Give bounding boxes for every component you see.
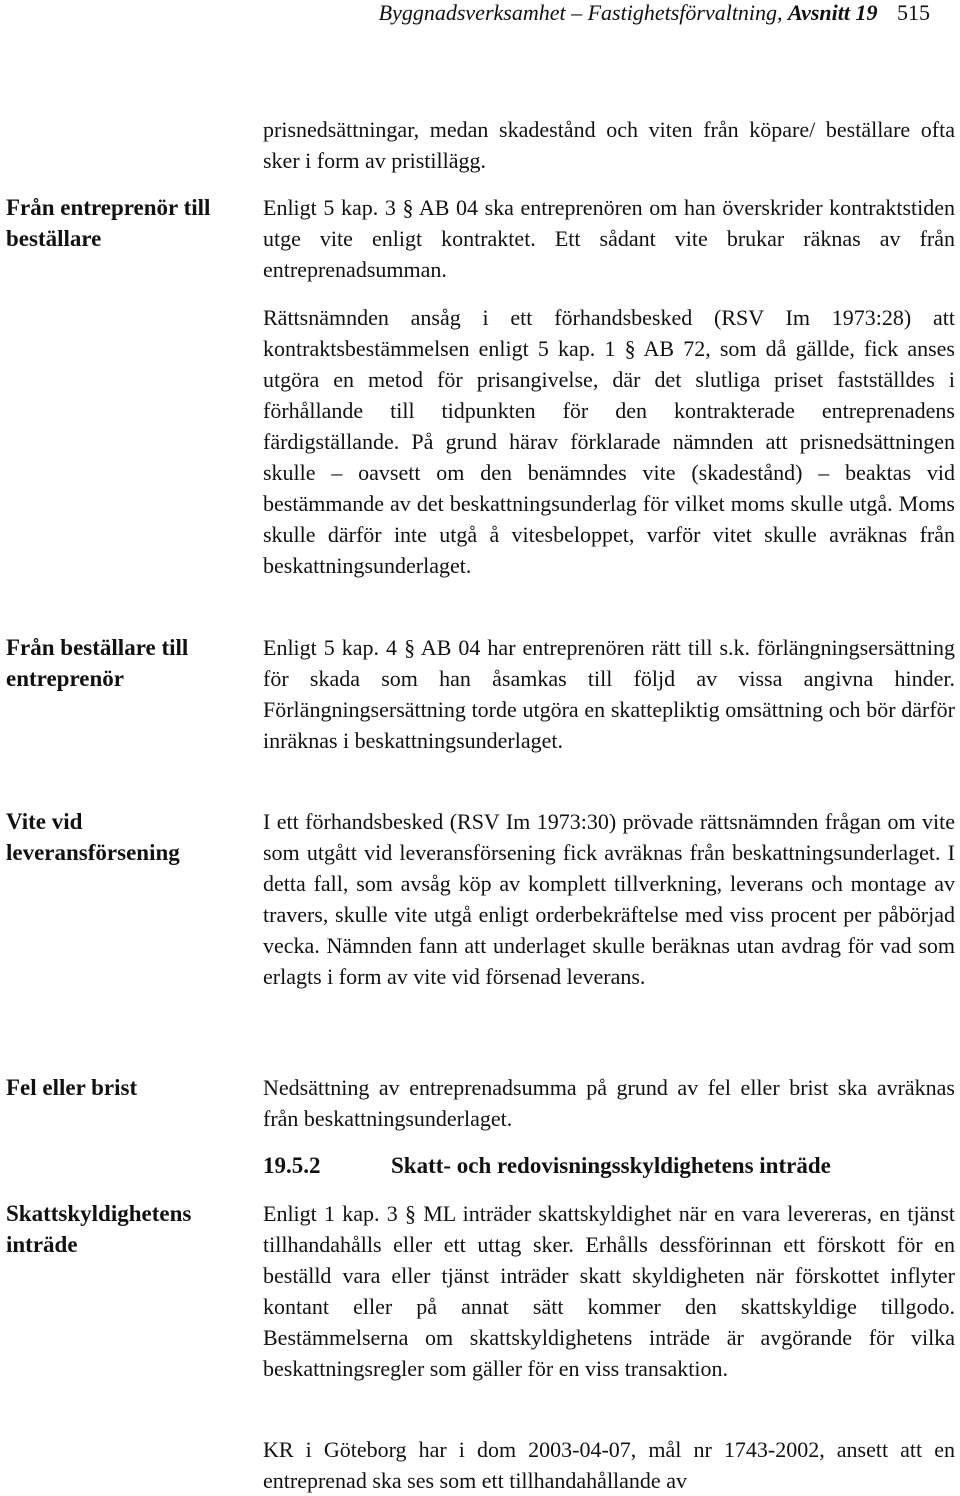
page-number: 515 [897, 0, 930, 25]
running-header [379, 0, 930, 26]
margin-note-tax-liability [6, 1198, 192, 1260]
paragraph-2: Enligt 5 kap. 3 § AB 04 ska entreprenören om han överskrider kontraktstiden utge vite enligt kontraktet. Ett sådant vite brukar räknas av från entreprenadsumman. [263, 195, 955, 282]
margin-note-text: Fel eller brist [6, 1075, 138, 1100]
margin-note-text: Vite vid leveransförsening [6, 809, 180, 865]
margin-note-from-client [6, 632, 236, 694]
section-number: 19.5.2 [263, 1153, 321, 1178]
header-title: Byggnadsverksamhet – Fastighetsförvaltning, [378, 0, 783, 25]
paragraph-4: Enligt 5 kap. 4 § AB 04 har entreprenören rätt till s.k. förlängningsersättning för skada som han åsamkas till följd av vissa angivna hinder. Förlängningsersättning torde utgöra en skattepliktig omsättning och bör därför inräknas i beskattningsunderlaget. [263, 635, 955, 753]
margin-note-from-contractor [6, 192, 236, 254]
margin-note-text: Skattskyldighetens inträde [6, 1201, 192, 1257]
margin-note-delivery-delay [6, 806, 221, 868]
section-heading [263, 1150, 955, 1181]
paragraph-8: KR i Göteborg har i dom 2003-04-07, mål nr 1743-2002, ansett att en entreprenad ska ses som ett tillhandahållande av [263, 1437, 955, 1493]
header-section: Avsnitt 19 [788, 0, 878, 25]
paragraph-6: Nedsättning av entreprenadsumma på grund av fel eller brist ska avräknas från beskattningsunderlaget. [263, 1075, 955, 1131]
paragraph-5: I ett förhandsbesked (RSV Im 1973:30) prövade rättsnämnden frågan om vite som utgått vid leveransförsening fick avräknas från beskattningsunderlaget. I detta fall, som avsåg köp av komplett tillverkning, leverans och montage av travers, skulle vite utgå enligt orderbekräftelse med viss procent per påbörjad vecka. Nämnden fann att underlaget skulle beräknas utan avdrag för vad som erlagts i form av vite vid försenad leverans. [263, 809, 955, 989]
section-title: Skatt- och redovisningsskyldighetens inträde [391, 1153, 831, 1178]
paragraph-1: prisnedsättningar, medan skadestånd och viten från köpare/ beställare ofta sker i form av pristillägg. [263, 117, 955, 173]
margin-note-text: Från entreprenör till beställare [6, 195, 211, 251]
paragraph-7: Enligt 1 kap. 3 § ML inträder skattskyldighet när en vara levereras, en tjänst tillhandahålls eller ett uttag sker. Erhålls dessförinnan ett förskott för en beställd vara eller tjänst inträder skatt skyldigheten när förskottet inflyter kontant eller på annat sätt kommer den skattskyldige tillgodo. Bestämmelserna om skattskyldighetens inträde är avgörande för vilka beskattningsregler som gäller för en viss transaktion. [263, 1201, 955, 1381]
paragraph-3: Rättsnämnden ansåg i ett förhandsbesked (RSV Im 1973:28) att kontraktsbestämmelsen enligt 5 kap. 1 § AB 72, som då gällde, fick anses utgöra en metod för prisangivelse, där det slutliga priset fastställdes i förhållande till tidpunkten för den kontrakterade entreprenadens färdigställande. På grund härav förklarade nämnden att prisnedsättningen skulle – oavsett om den benämndes vite (skadestånd) – beaktas vid bestämmande av det beskattningsunderlag för vilket moms skulle utgå. Moms skulle därför inte utgå å vitesbeloppet, varför vitet skulle avräknas från beskattningsunderlaget. [263, 305, 955, 578]
margin-note-defect [6, 1072, 236, 1103]
margin-note-text: Från beställare till entreprenör [6, 635, 189, 691]
